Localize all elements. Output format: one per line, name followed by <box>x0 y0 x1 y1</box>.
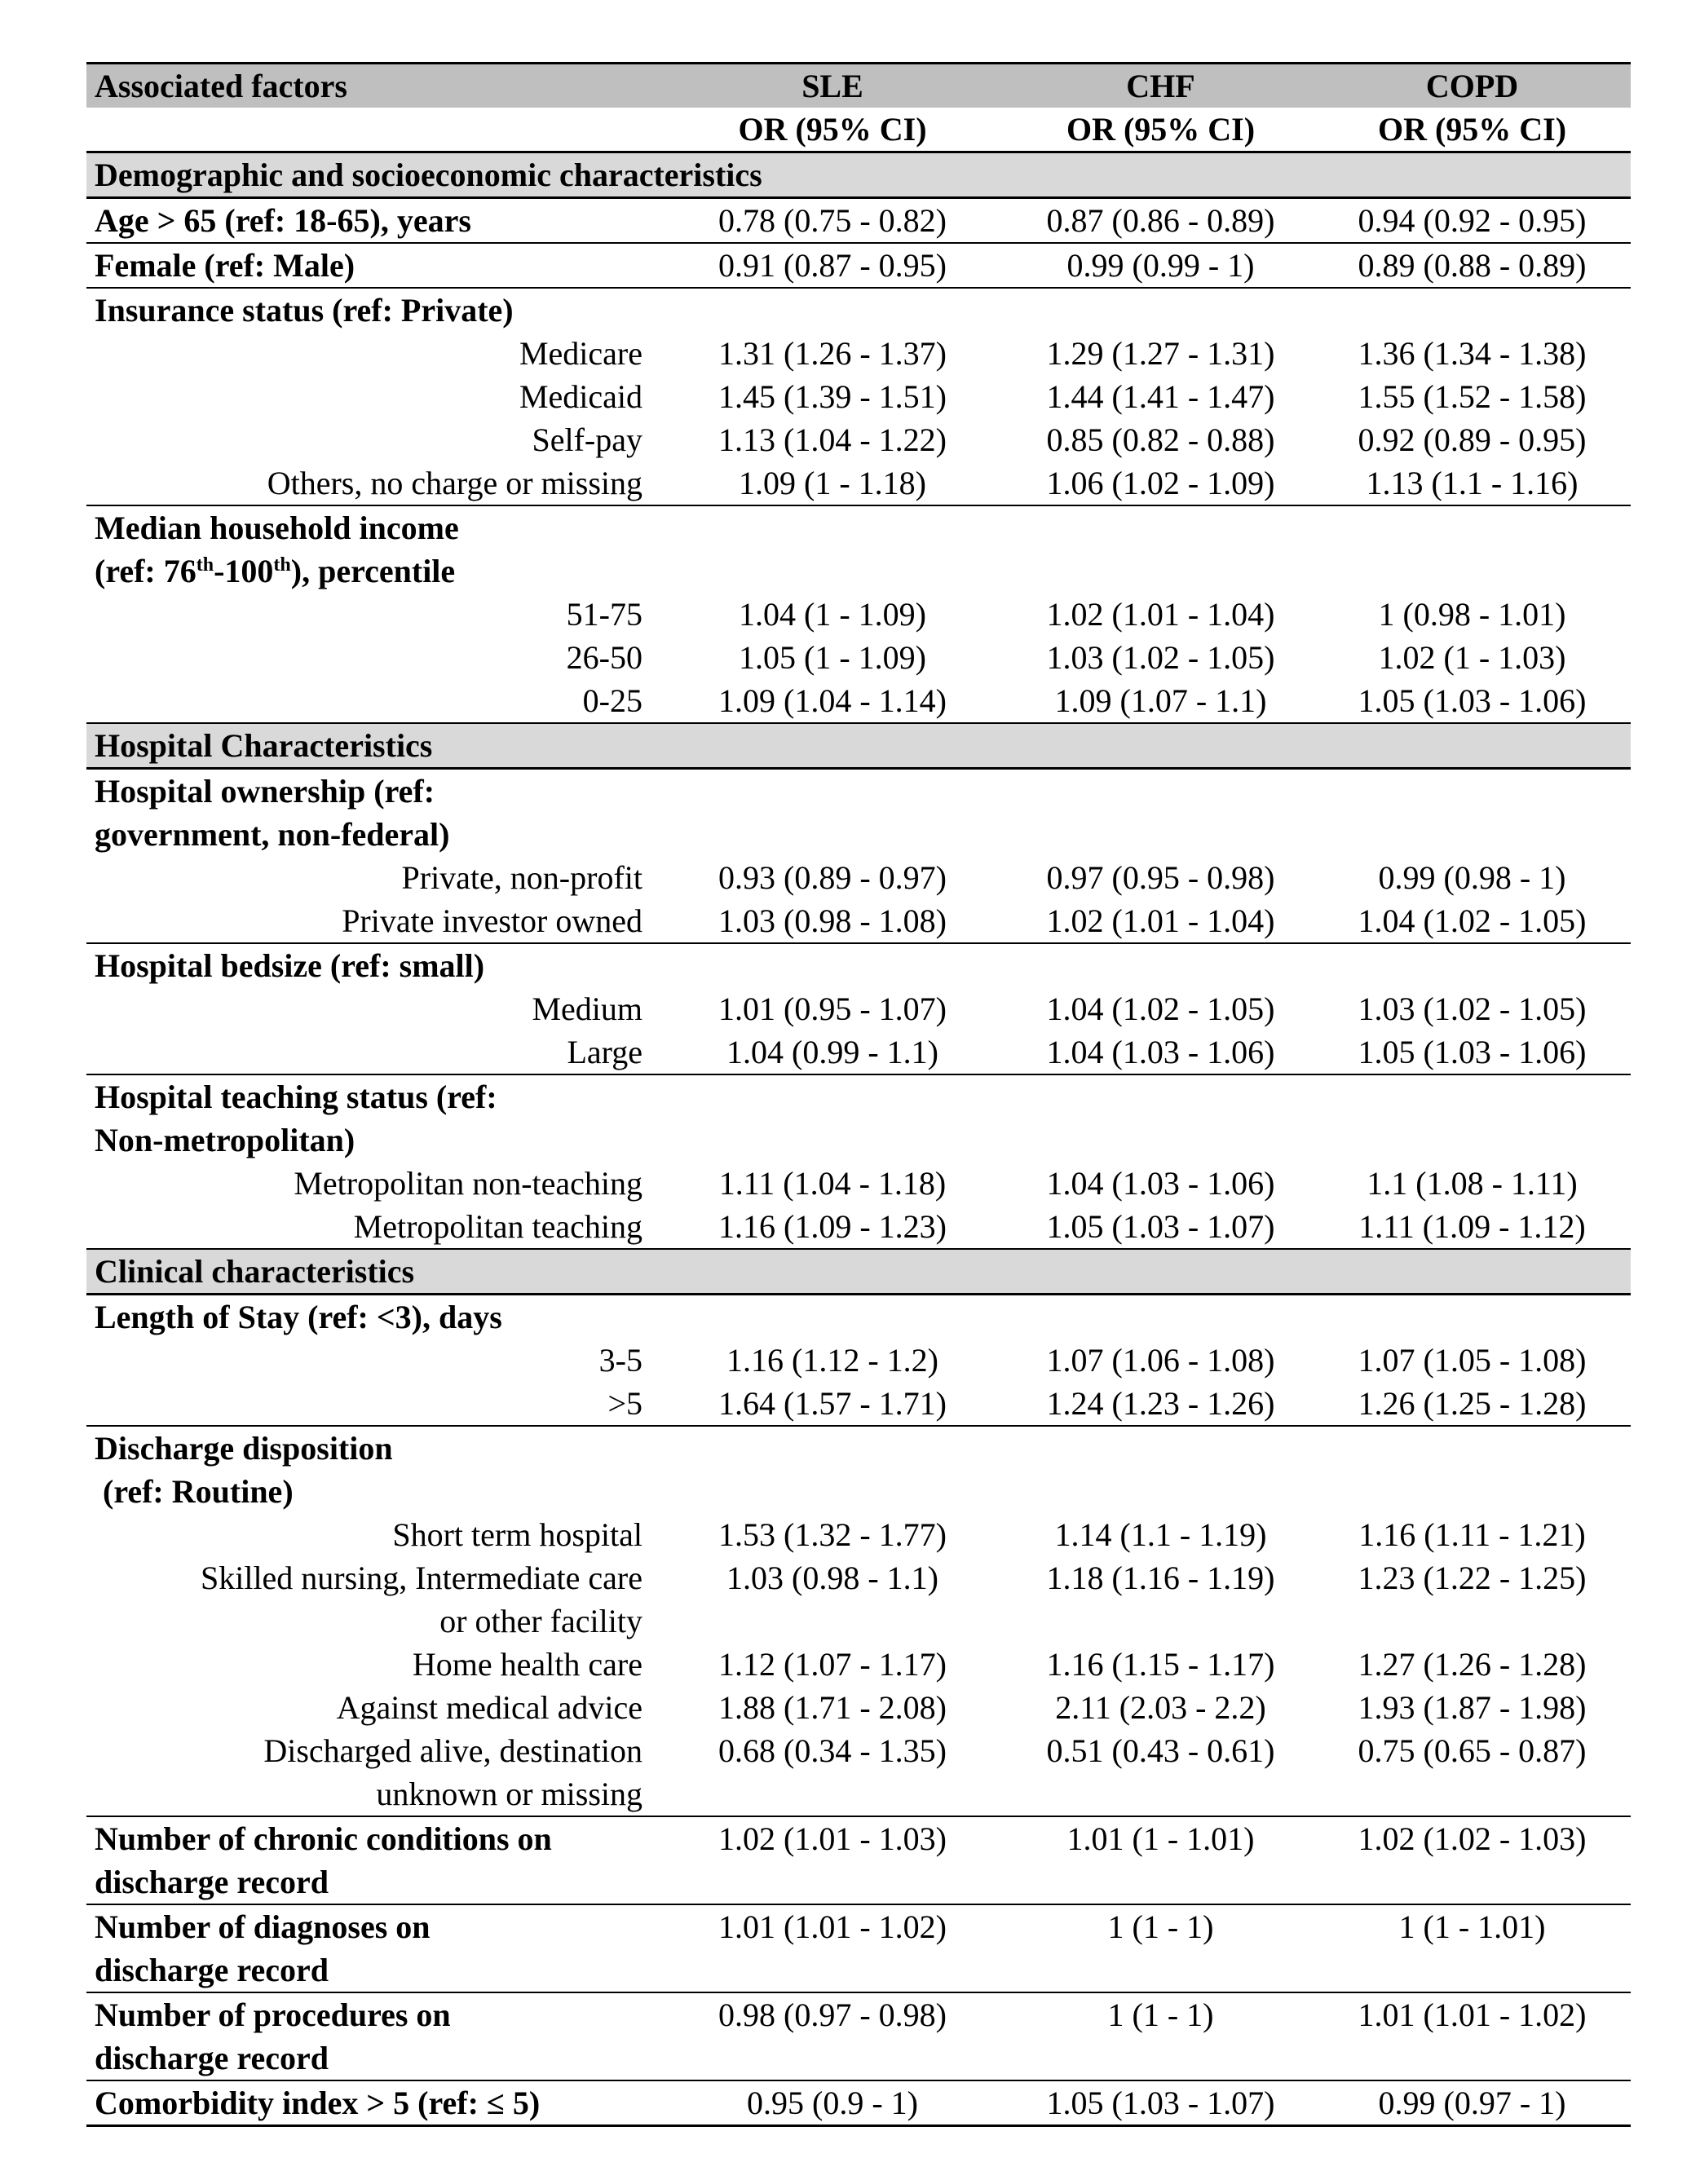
value-sle: 1.01 (0.95 - 1.07) <box>718 991 947 1027</box>
value-chf: 1.07 (1.06 - 1.08) <box>1046 1342 1275 1379</box>
group-label: Hospital teaching status (ref: <box>86 1074 1631 1118</box>
odds-ratio-table-container <box>86 62 1631 2127</box>
group-label: Length of Stay (ref: <3), days <box>95 1299 502 1335</box>
subheader-chf: OR (95% CI) <box>1008 108 1314 152</box>
section-title: Demographic and socioeconomic characteristics <box>86 152 1631 198</box>
section-clinical <box>86 1249 1631 1295</box>
value-chf: 1.14 (1.1 - 1.19) <box>1054 1516 1267 1553</box>
value-sle: 1.04 (0.99 - 1.1) <box>726 1034 938 1070</box>
value-copd: 0.89 (0.88 - 0.89) <box>1314 243 1631 288</box>
table-row <box>86 1205 1631 1249</box>
value-copd: 0.99 (0.97 - 1) <box>1314 2080 1631 2126</box>
value-sle: 1.16 (1.09 - 1.23) <box>718 1208 947 1245</box>
superscript: th <box>196 554 214 576</box>
table-row <box>86 1686 1631 1729</box>
value-sle: 1.02 (1.01 - 1.03) <box>657 1816 1008 1904</box>
value-chf: 1.05 (1.03 - 1.07) <box>1046 1208 1275 1245</box>
header-chf: CHF <box>1008 64 1314 108</box>
value-copd: 0.75 (0.65 - 0.87) <box>1358 1732 1587 1769</box>
row-label-line1: Discharged alive, destination <box>263 1732 642 1769</box>
value-sle: 0.91 (0.87 - 0.95) <box>657 243 1008 288</box>
row-label: Metropolitan teaching <box>353 1208 642 1245</box>
group-label: Hospital bedsize (ref: small) <box>86 943 1631 987</box>
table-row <box>86 1030 1631 1074</box>
value-copd: 1.02 (1.02 - 1.03) <box>1314 1816 1631 1904</box>
row-label <box>86 1556 657 1643</box>
group-label-line2: (ref: Routine) <box>95 1473 294 1510</box>
group-header-ownership <box>86 769 1631 814</box>
table-row <box>86 1339 1631 1382</box>
subheader-copd: OR (95% CI) <box>1314 108 1631 152</box>
value-sle: 0.78 (0.75 - 0.82) <box>718 202 947 239</box>
value-chf: 1.18 (1.16 - 1.19) <box>1046 1560 1275 1596</box>
row-label-line1: Skilled nursing, Intermediate care <box>200 1560 642 1596</box>
group-header-income <box>86 505 1631 549</box>
column-header-row <box>86 64 1631 108</box>
value-copd: 0.94 (0.92 - 0.95) <box>1358 202 1587 239</box>
table-row <box>86 1643 1631 1686</box>
value-sle: 1.04 (1 - 1.09) <box>739 596 926 633</box>
row-label: Medicare <box>519 335 642 372</box>
group-header-teaching <box>86 1074 1631 1118</box>
group-label: Hospital ownership (ref: <box>95 773 435 810</box>
subheader-sle: OR (95% CI) <box>657 108 1008 152</box>
value-chf: 0.51 (0.43 - 0.61) <box>1046 1732 1275 1769</box>
row-label <box>86 1816 657 1904</box>
value-sle: 1.16 (1.12 - 1.2) <box>726 1342 938 1379</box>
value-sle: 1.53 (1.32 - 1.77) <box>718 1516 947 1553</box>
value-chf: 2.11 (2.03 - 2.2) <box>1055 1689 1266 1726</box>
group-label: Median household income <box>86 505 1631 549</box>
row-label: Comorbidity index > 5 (ref: ≤ 5) <box>86 2080 657 2126</box>
value-copd: 1 (1 - 1.01) <box>1314 1904 1631 1992</box>
header-sle: SLE <box>657 64 1008 108</box>
row-label: 26-50 <box>566 639 642 676</box>
table-row-procedures <box>86 1992 1631 2080</box>
value-chf: 1.09 (1.07 - 1.1) <box>1054 682 1267 719</box>
row-label: Private investor owned <box>342 902 642 939</box>
value-sle: 1.88 (1.71 - 2.08) <box>718 1689 947 1726</box>
value-sle: 1.13 (1.04 - 1.22) <box>718 421 947 458</box>
label-part: -100 <box>214 553 274 589</box>
value-sle: 0.68 (0.34 - 1.35) <box>718 1732 947 1769</box>
table-row <box>86 679 1631 723</box>
row-label-line2: discharge record <box>95 1952 329 1988</box>
value-copd: 1.04 (1.02 - 1.05) <box>1358 902 1587 939</box>
row-label <box>86 1729 657 1816</box>
value-chf: 1.03 (1.02 - 1.05) <box>1046 639 1275 676</box>
group-label-line2 <box>86 549 1631 593</box>
table-row-comorbidity <box>86 2080 1631 2126</box>
value-chf: 1.29 (1.27 - 1.31) <box>1046 335 1275 372</box>
value-chf: 1.02 (1.01 - 1.04) <box>1046 596 1275 633</box>
row-label: Large <box>567 1034 642 1070</box>
row-label-line2: unknown or missing <box>376 1776 642 1812</box>
section-title: Hospital Characteristics <box>86 723 1631 769</box>
value-chf: 1.04 (1.03 - 1.06) <box>1046 1034 1275 1070</box>
value-copd: 1.07 (1.05 - 1.08) <box>1358 1342 1587 1379</box>
value-sle: 1.64 (1.57 - 1.71) <box>718 1385 947 1422</box>
value-copd: 1.01 (1.01 - 1.02) <box>1314 1992 1631 2080</box>
group-header-insurance <box>86 288 1631 332</box>
table-row <box>86 636 1631 679</box>
value-sle: 1.09 (1.04 - 1.14) <box>718 682 947 719</box>
row-label-line1: Number of procedures on <box>95 1996 451 2033</box>
label-part: ), percentile <box>290 553 456 589</box>
value-chf: 1.16 (1.15 - 1.17) <box>1046 1646 1275 1683</box>
label-part: (ref: 76 <box>95 553 196 589</box>
value-sle: 0.93 (0.89 - 0.97) <box>718 859 947 896</box>
value-chf: 1.06 (1.02 - 1.09) <box>1046 465 1275 501</box>
row-label: 51-75 <box>566 596 642 633</box>
value-copd: 1.05 (1.03 - 1.06) <box>1358 1034 1587 1070</box>
table-row <box>86 1513 1631 1556</box>
value-copd: 1.02 (1 - 1.03) <box>1378 639 1566 676</box>
row-label-line1: Number of chronic conditions on <box>95 1820 552 1857</box>
value-copd: 1.05 (1.03 - 1.06) <box>1358 682 1587 719</box>
group-label-line2: government, non-federal) <box>95 816 450 853</box>
group-label: Insurance status (ref: Private) <box>86 288 1631 332</box>
value-copd: 1.23 (1.22 - 1.25) <box>1358 1560 1587 1596</box>
row-label: Short term hospital <box>392 1516 642 1553</box>
value-chf: 1.02 (1.01 - 1.04) <box>1046 902 1275 939</box>
odds-ratio-table <box>86 62 1631 2127</box>
table-row-chronic-conditions <box>86 1816 1631 1904</box>
value-sle: 1.03 (0.98 - 1.1) <box>726 1560 938 1596</box>
row-label: Medicaid <box>519 378 642 415</box>
row-label: 0-25 <box>582 682 642 719</box>
value-copd: 1.26 (1.25 - 1.28) <box>1358 1385 1587 1422</box>
row-label: >5 <box>607 1385 642 1422</box>
value-copd: 1.55 (1.52 - 1.58) <box>1358 378 1587 415</box>
row-label <box>86 1992 657 2080</box>
row-label: Others, no charge or missing <box>267 465 642 501</box>
row-label: Metropolitan non-teaching <box>294 1165 642 1202</box>
table-row <box>86 461 1631 505</box>
row-label-line1: Number of diagnoses on <box>95 1908 431 1945</box>
row-label: Female (ref: Male) <box>86 243 657 288</box>
group-header-income-line2 <box>86 549 1631 593</box>
group-header-bedsize <box>86 943 1631 987</box>
value-chf: 1.24 (1.23 - 1.26) <box>1046 1385 1275 1422</box>
value-chf: 0.87 (0.86 - 0.89) <box>1046 202 1275 239</box>
group-label: Discharge disposition <box>86 1426 1631 1470</box>
row-label: Medium <box>532 991 642 1027</box>
value-sle: 0.98 (0.97 - 0.98) <box>657 1992 1008 2080</box>
value-chf: 1.44 (1.41 - 1.47) <box>1046 378 1275 415</box>
group-label-line2: Non-metropolitan) <box>95 1122 355 1158</box>
table-row <box>86 987 1631 1030</box>
table-row <box>86 332 1631 375</box>
row-label-line2: discharge record <box>95 1864 329 1900</box>
value-copd: 0.99 (0.98 - 1) <box>1378 859 1566 896</box>
row-label-line2: or other facility <box>439 1603 642 1639</box>
table-row <box>86 593 1631 636</box>
row-label: Age > 65 (ref: 18-65), years <box>95 202 471 239</box>
table-row <box>86 856 1631 899</box>
table-row <box>86 1729 1631 1816</box>
value-chf: 0.99 (0.99 - 1) <box>1008 243 1314 288</box>
value-chf: 1 (1 - 1) <box>1008 1992 1314 2080</box>
value-sle: 1.11 (1.04 - 1.18) <box>718 1165 947 1202</box>
table-row <box>86 899 1631 943</box>
value-sle: 1.05 (1 - 1.09) <box>739 639 926 676</box>
row-label-line2: discharge record <box>95 2040 329 2076</box>
row-label: Self-pay <box>532 421 642 458</box>
value-copd: 1.16 (1.11 - 1.21) <box>1358 1516 1586 1553</box>
group-header-discharge <box>86 1426 1631 1470</box>
value-sle: 1.09 (1 - 1.18) <box>739 465 926 501</box>
column-subheader-row <box>86 108 1631 152</box>
value-chf: 1.04 (1.03 - 1.06) <box>1046 1165 1275 1202</box>
value-sle: 1.31 (1.26 - 1.37) <box>718 335 947 372</box>
value-copd: 0.92 (0.89 - 0.95) <box>1358 421 1587 458</box>
subheader-empty <box>86 108 657 152</box>
value-chf: 0.85 (0.82 - 0.88) <box>1046 421 1275 458</box>
row-label: Home health care <box>412 1646 642 1683</box>
value-chf: 1 (1 - 1) <box>1008 1904 1314 1992</box>
value-copd: 1.13 (1.1 - 1.16) <box>1366 465 1579 501</box>
group-header-ownership-line2 <box>86 813 1631 856</box>
section-hospital <box>86 723 1631 769</box>
table-row <box>86 418 1631 461</box>
table-row-female <box>86 243 1631 288</box>
value-sle: 1.45 (1.39 - 1.51) <box>718 378 947 415</box>
table-row <box>86 1556 1631 1643</box>
value-chf: 0.97 (0.95 - 0.98) <box>1046 859 1275 896</box>
group-header-teaching-line2 <box>86 1118 1631 1162</box>
value-copd: 1.11 (1.09 - 1.12) <box>1358 1208 1586 1245</box>
value-copd: 1.1 (1.08 - 1.11) <box>1367 1165 1578 1202</box>
value-sle: 1.03 (0.98 - 1.08) <box>718 902 947 939</box>
header-associated-factors: Associated factors <box>86 64 657 108</box>
value-copd: 1.93 (1.87 - 1.98) <box>1358 1689 1587 1726</box>
row-label: Private, non-profit <box>401 859 642 896</box>
value-chf: 1.01 (1 - 1.01) <box>1008 1816 1314 1904</box>
value-copd: 1 (0.98 - 1.01) <box>1378 596 1566 633</box>
section-title: Clinical characteristics <box>86 1249 1631 1295</box>
value-chf: 1.05 (1.03 - 1.07) <box>1008 2080 1314 2126</box>
section-demographic <box>86 152 1631 198</box>
value-copd: 1.03 (1.02 - 1.05) <box>1358 991 1587 1027</box>
superscript: th <box>273 554 291 576</box>
row-label: Against medical advice <box>336 1689 642 1726</box>
value-sle: 0.95 (0.9 - 1) <box>657 2080 1008 2126</box>
row-label <box>86 1904 657 1992</box>
value-copd: 1.36 (1.34 - 1.38) <box>1358 335 1587 372</box>
group-header-length-of-stay <box>86 1295 1631 1339</box>
group-header-discharge-line2 <box>86 1470 1631 1513</box>
value-copd: 1.27 (1.26 - 1.28) <box>1358 1646 1587 1683</box>
table-row <box>86 375 1631 418</box>
value-chf: 1.04 (1.02 - 1.05) <box>1046 991 1275 1027</box>
table-row <box>86 1162 1631 1205</box>
header-copd: COPD <box>1314 64 1631 108</box>
table-row <box>86 1382 1631 1426</box>
row-label: 3-5 <box>598 1342 642 1379</box>
table-row-diagnoses <box>86 1904 1631 1992</box>
value-sle: 1.01 (1.01 - 1.02) <box>657 1904 1008 1992</box>
value-sle: 1.12 (1.07 - 1.17) <box>718 1646 947 1683</box>
table-row-age <box>86 198 1631 244</box>
